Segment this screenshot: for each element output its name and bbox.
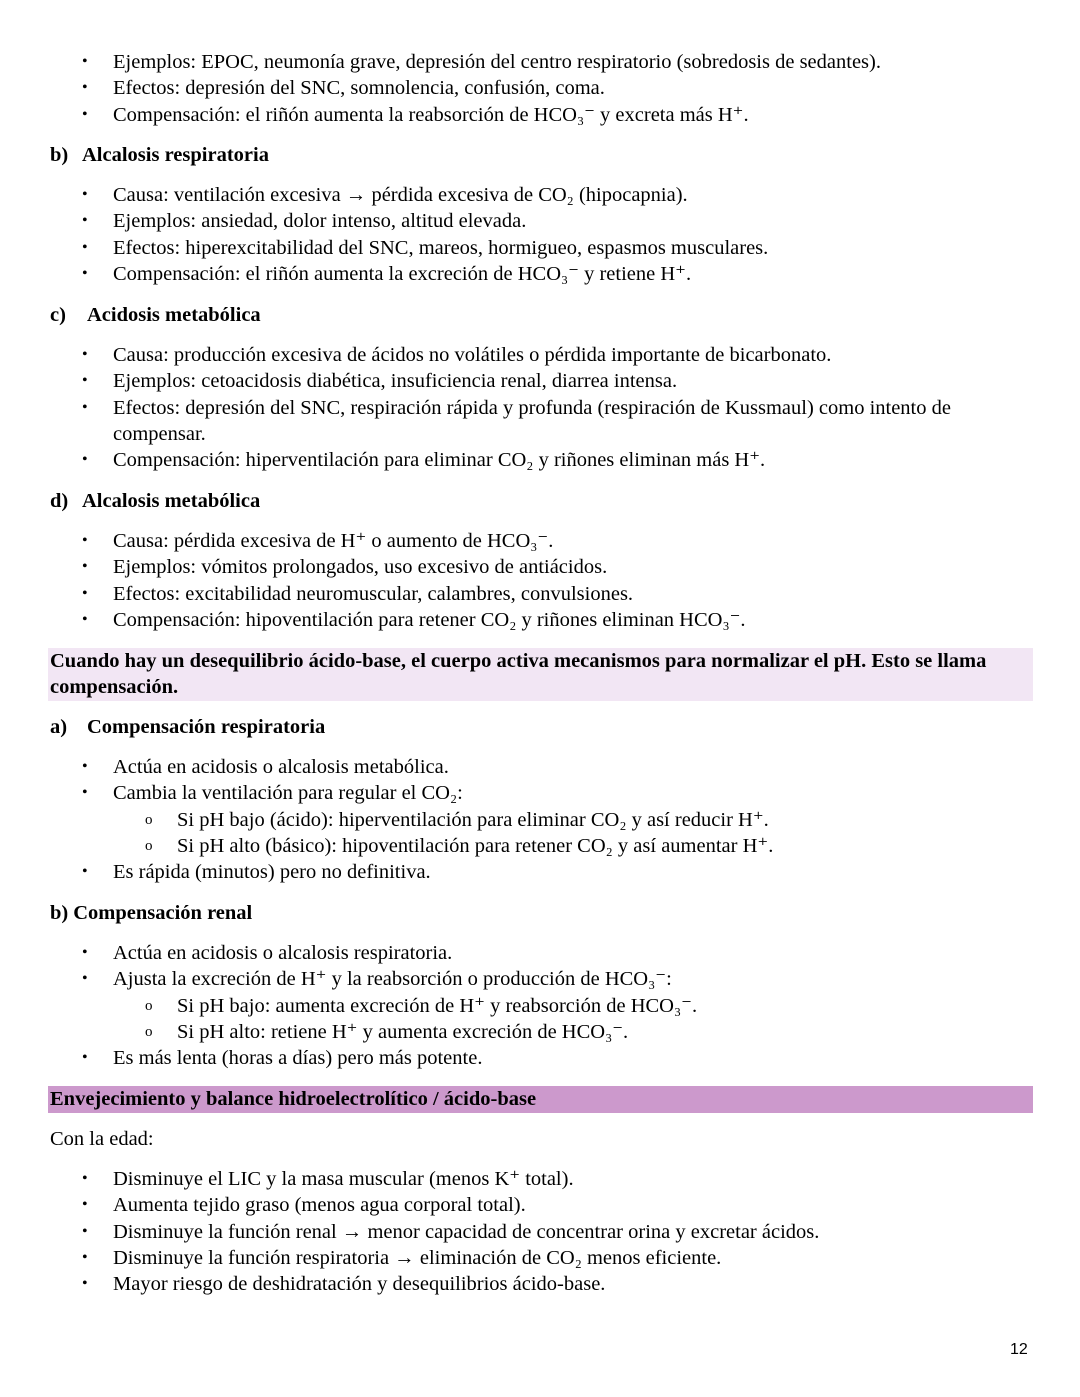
sub-list-item: o Si pH alto (básico): hipoventilación para retener CO₂ y así aumentar H⁺. <box>0 833 1080 859</box>
list-item: • Causa: ventilación excesiva → pérdida excesiva de CO₂ (hipocapnia). <box>0 182 1080 208</box>
list-item: • Ejemplos: vómitos prolongados, uso excesivo de antiácidos. <box>0 554 1080 580</box>
bullet-icon: • <box>82 1049 88 1067</box>
list-item: • Disminuye la función respiratoria → eliminación de CO₂ menos eficiente. <box>0 1245 1080 1271</box>
list-item: • Efectos: depresión del SNC, respiración rápida y profunda (respiración de Kussmaul) como intento de compensar. <box>82 396 951 445</box>
bullet-icon: • <box>82 264 88 282</box>
section-heading-acidosis-metabolica: c) Acidosis metabólica <box>50 304 261 326</box>
bullet-icon: • <box>82 212 88 230</box>
list-item: • Compensación: hiperventilación para eliminar CO₂ y riñones eliminan más H⁺. <box>0 447 1080 473</box>
list-item: • Es más lenta (horas a días) pero más potente. <box>0 1045 1080 1071</box>
bullet-icon: • <box>82 186 88 203</box>
list-item: • Causa: pérdida excesiva de H⁺ o aumento de HCO₃⁻. <box>0 528 1080 554</box>
sub-list-item: o Si pH alto: retiene H⁺ y aumenta excreción de HCO₃⁻. <box>0 1019 1080 1045</box>
bullet-icon: • <box>82 1275 88 1293</box>
bullet-icon: • <box>82 372 88 390</box>
compensacion-respiratoria-list <box>0 754 1080 885</box>
hollow-bullet-icon: o <box>145 1023 153 1040</box>
bullet-icon: • <box>82 1248 88 1266</box>
section-heading-alcalosis-metabolica: d) Alcalosis metabólica <box>50 490 261 512</box>
list-item: • Efectos: excitabilidad neuromuscular, calambres, convulsiones. <box>0 581 1080 607</box>
bullet-icon: • <box>82 451 88 469</box>
list-item: • Cambia la ventilación para regular el CO₂: <box>0 780 1080 806</box>
acidosis-metabolica-list <box>0 342 1080 473</box>
bullet-icon: • <box>82 532 88 549</box>
bullet-icon: • <box>82 1170 88 1187</box>
list-item: • Es rápida (minutos) pero no definitiva. <box>0 859 1080 885</box>
sub-list-item: o Si pH bajo (ácido): hiperventilación para eliminar CO₂ y así reducir H⁺. <box>0 807 1080 833</box>
bullet-icon: • <box>82 970 88 988</box>
list-item: • Compensación: hipoventilación para retener CO₂ y riñones eliminan HCO₃⁻. <box>0 607 1080 633</box>
section-heading-alcalosis-respiratoria: b) Alcalosis respiratoria <box>50 144 269 166</box>
list-item: • Ejemplos: ansiedad, dolor intenso, altitud elevada. <box>0 208 1080 234</box>
page-number: 12 <box>1010 1341 1028 1358</box>
list-item: • Ajusta la excreción de H⁺ y la reabsorción o producción de HCO₃⁻: <box>0 966 1080 992</box>
hollow-bullet-icon: o <box>145 997 153 1014</box>
bullet-icon: • <box>82 758 88 775</box>
bullet-icon: • <box>82 53 88 70</box>
compensation-highlight-banner: Cuando hay un desequilibrio ácido-base, el cuerpo activa mecanismos para normalizar el pH. Esto se llama compensación. <box>48 648 1033 701</box>
hollow-bullet-icon: o <box>145 811 153 828</box>
sub-list-item: o Si pH bajo: aumenta excreción de H⁺ y reabsorción de HCO₃⁻. <box>0 993 1080 1019</box>
aging-section-heading: Envejecimiento y balance hidroelectrolítico / ácido-base <box>48 1086 1033 1113</box>
bullet-icon: • <box>82 238 88 256</box>
bullet-icon: • <box>82 1196 88 1214</box>
list-item: • Ejemplos: EPOC, neumonía grave, depresión del centro respiratorio (sobredosis de sedantes). <box>0 49 1080 75</box>
hollow-bullet-icon: o <box>145 837 153 854</box>
bullet-icon: • <box>82 398 88 416</box>
list-item: • Compensación: el riñón aumenta la excreción de HCO₃⁻ y retiene H⁺. <box>0 261 1080 287</box>
bullet-icon: • <box>82 944 88 961</box>
bullet-icon: • <box>82 863 88 881</box>
bullet-icon: • <box>82 105 88 123</box>
list-item: • Disminuye la función renal → menor capacidad de concentrar orina y excretar ácidos. <box>0 1219 1080 1245</box>
bullet-icon: • <box>82 79 88 97</box>
list-item: • Actúa en acidosis o alcalosis respiratoria. <box>0 940 1080 966</box>
section-heading-compensacion-respiratoria: a) Compensación respiratoria <box>50 716 326 738</box>
alcalosis-respiratoria-list <box>0 182 1080 287</box>
alcalosis-metabolica-list <box>0 528 1080 633</box>
list-item: • Ejemplos: cetoacidosis diabética, insuficiencia renal, diarrea intensa. <box>0 368 1080 394</box>
list-item: • Mayor riesgo de deshidratación y desequilibrios ácido-base. <box>0 1271 1080 1297</box>
list-item: • Efectos: hiperexcitabilidad del SNC, mareos, hormigueo, espasmos musculares. <box>0 235 1080 261</box>
list-item: • Disminuye el LIC y la masa muscular (menos K⁺ total). <box>0 1166 1080 1192</box>
list-item: • Compensación: el riñón aumenta la reabsorción de HCO₃⁻ y excreta más H⁺. <box>0 102 1080 128</box>
bullet-icon: • <box>82 784 88 802</box>
list-item: • Actúa en acidosis o alcalosis metabólica. <box>0 754 1080 780</box>
bullet-icon: • <box>82 346 88 363</box>
list-item: • Aumenta tejido graso (menos agua corporal total). <box>0 1192 1080 1218</box>
bullet-icon: • <box>82 610 88 628</box>
bullet-icon: • <box>82 1222 88 1240</box>
compensacion-renal-list <box>0 940 1080 1071</box>
bullet-icon: • <box>82 584 88 602</box>
aging-intro: Con la edad: <box>50 1128 154 1150</box>
aging-list <box>0 1166 1080 1297</box>
respiratory-acidosis-continued-list <box>0 49 1080 128</box>
list-item: • Causa: producción excesiva de ácidos no volátiles o pérdida importante de bicarbonato. <box>0 342 1080 368</box>
list-item: • Efectos: depresión del SNC, somnolencia, confusión, coma. <box>0 75 1080 101</box>
section-heading-compensacion-renal: b) Compensación renal <box>50 902 253 924</box>
bullet-icon: • <box>82 558 88 576</box>
